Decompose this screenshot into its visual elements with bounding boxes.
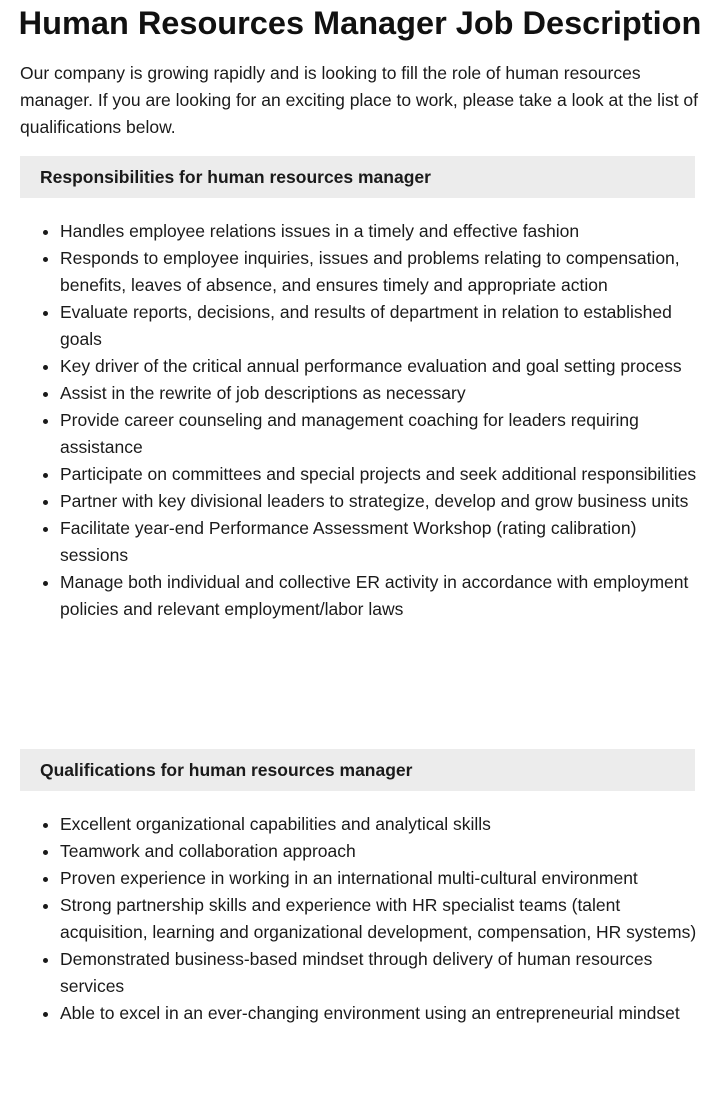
responsibility-item: • Participate on committees and special projects and seek additional responsibilities [60,461,700,488]
responsibility-item: • Handles employee relations issues in a timely and effective fashion [60,218,700,245]
responsibility-item: • Key driver of the critical annual performance evaluation and goal setting process [60,353,700,380]
qualifications-list [20,811,700,1027]
responsibility-item: • Facilitate year-end Performance Assessment Workshop (rating calibration) sessions [60,515,700,569]
responsibilities-list [20,218,700,623]
page-title: Human Resources Manager Job Description [18,5,702,41]
qualification-item: • Strong partnership skills and experience with HR specialist teams (talent acquisition, learning and organizational development, compensation, HR systems) [60,892,700,946]
responsibility-item: • Provide career counseling and management coaching for leaders requiring assistance [60,407,700,461]
responsibility-item: • Partner with key divisional leaders to strategize, develop and grow business units [60,488,700,515]
qualification-item: • Able to excel in an ever-changing environment using an entrepreneurial mindset [60,1000,700,1027]
intro-paragraph: Our company is growing rapidly and is looking to fill the role of human resources manager. If you are looking for an exciting place to work, please take a look at the list of qualifications below. [20,63,699,137]
qualification-item: • Demonstrated business-based mindset through delivery of human resources services [60,946,700,1000]
qualification-item: • Excellent organizational capabilities and analytical skills [60,811,700,838]
responsibilities-heading: Responsibilities for human resources manager [20,156,695,198]
responsibility-item: • Responds to employee inquiries, issues and problems relating to compensation, benefits, leaves of absence, and ensures timely and appropriate action [60,245,700,299]
responsibility-item: • Assist in the rewrite of job descriptions as necessary [60,380,700,407]
responsibility-item: • Evaluate reports, decisions, and results of department in relation to established goals [60,299,700,353]
qualification-item: • Teamwork and collaboration approach [60,838,700,865]
qualification-item: • Proven experience in working in an international multi-cultural environment [60,865,700,892]
qualifications-heading: Qualifications for human resources manager [20,749,695,791]
responsibility-item: • Manage both individual and collective ER activity in accordance with employment policies and relevant employment/labor laws [60,569,700,623]
